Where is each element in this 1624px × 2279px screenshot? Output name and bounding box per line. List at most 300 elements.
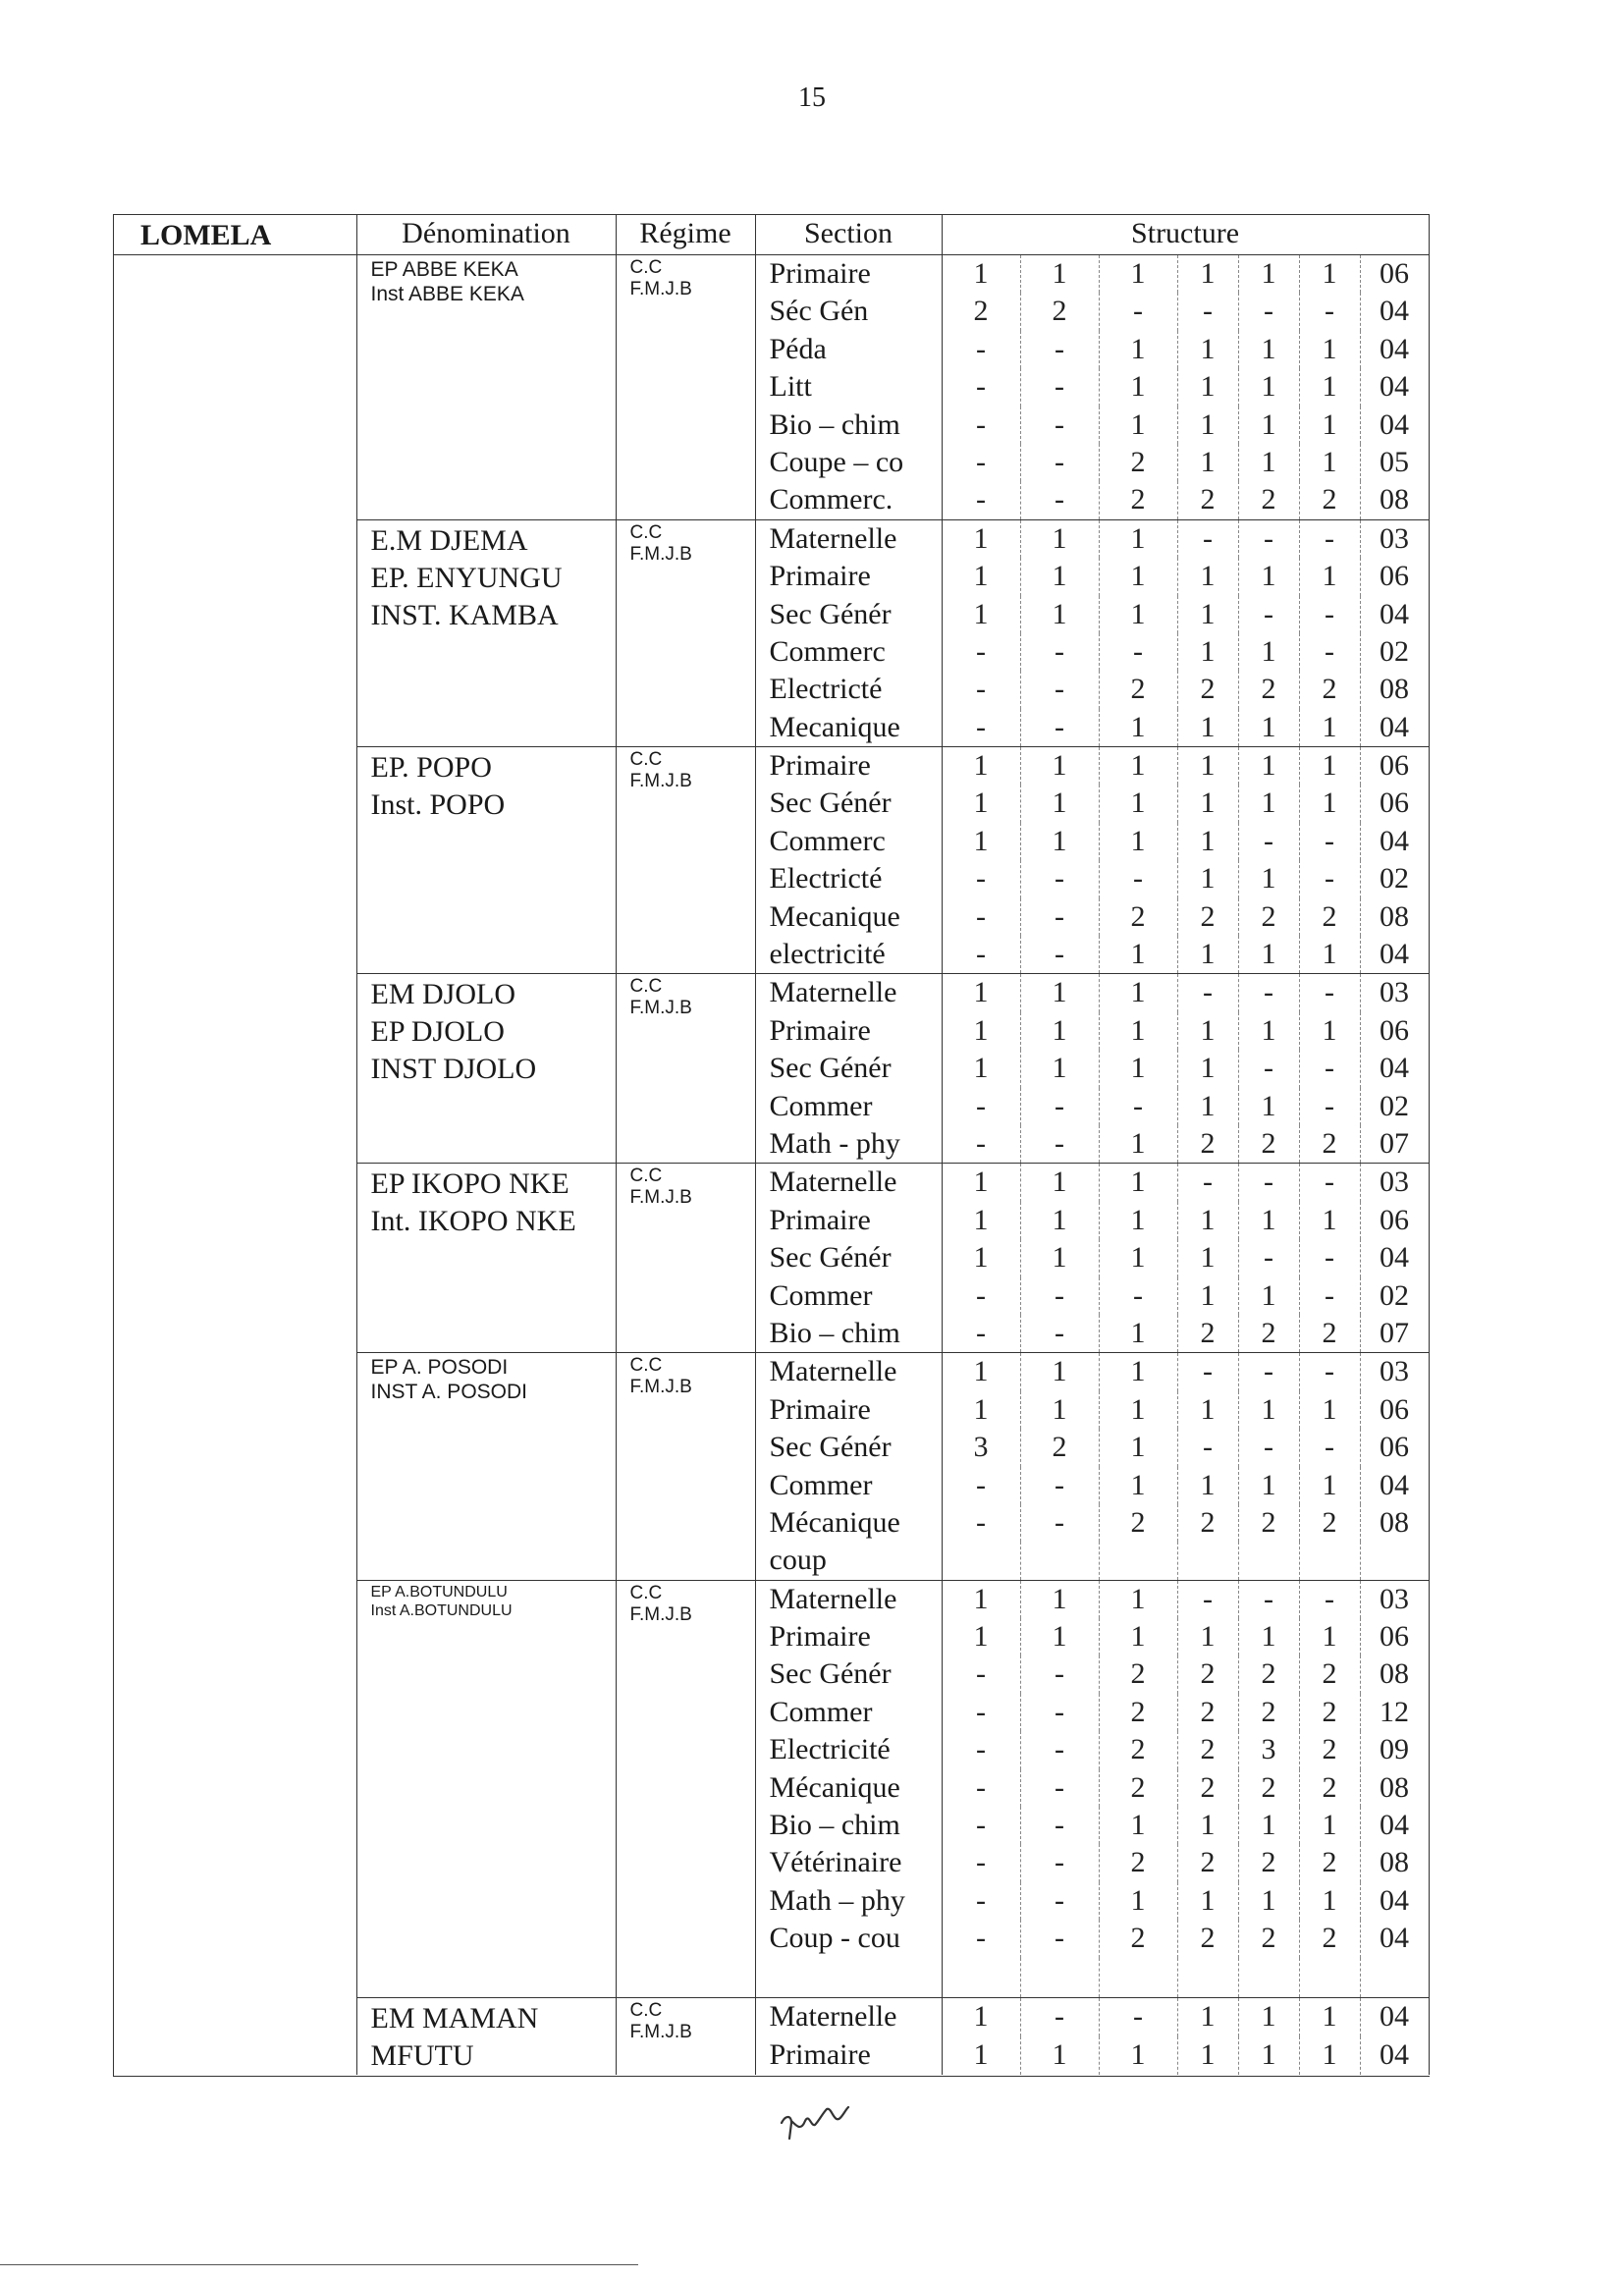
structure-total-cell: 06 [1360, 785, 1429, 822]
section-cell: Sec Génér [755, 1050, 942, 1087]
structure-total-cell: 06 [1360, 1012, 1429, 1050]
structure-value-cell [1020, 1542, 1099, 1580]
structure-total-cell: 04 [1360, 1467, 1429, 1504]
structure-value-cell: - [1020, 1997, 1099, 2036]
table-row [113, 1580, 1429, 1618]
section-cell: Péda [755, 331, 942, 368]
school-name: EP ABBE KEKA [370, 258, 518, 281]
school-name: INST DJOLO [370, 1053, 537, 1086]
structure-value-cell: - [1238, 974, 1299, 1012]
structure-value-cell: 1 [1238, 407, 1299, 444]
structure-value-cell: - [942, 936, 1020, 974]
structure-value-cell: - [1238, 519, 1299, 558]
structure-value-cell: - [942, 1655, 1020, 1693]
structure-value-cell: 2 [1099, 1504, 1177, 1542]
table-row [113, 1164, 1429, 1202]
school-denomination [356, 1580, 616, 1997]
structure-value-cell: 1 [1177, 1088, 1238, 1125]
structure-value-cell: - [1299, 633, 1360, 671]
structure-total-cell: 12 [1360, 1694, 1429, 1731]
structure-total-cell: 04 [1360, 936, 1429, 974]
structure-value-cell: 1 [1020, 1012, 1099, 1050]
structure-value-cell: - [1238, 1353, 1299, 1391]
structure-value-cell: 2 [1177, 1694, 1238, 1731]
structure-value-cell: - [1177, 519, 1238, 558]
scan-edge-line [0, 2264, 638, 2265]
structure-value-cell: 1 [1020, 596, 1099, 633]
structure-value-cell: 1 [1299, 1807, 1360, 1844]
structure-value-cell: 1 [1299, 1202, 1360, 1239]
structure-value-cell: - [1299, 974, 1360, 1012]
structure-value-cell: - [1099, 1997, 1177, 2036]
structure-value-cell: 1 [1177, 444, 1238, 481]
structure-total-cell: 08 [1360, 1844, 1429, 1881]
structure-value-cell: 1 [1099, 331, 1177, 368]
structure-value-cell: 1 [1238, 1807, 1299, 1844]
structure-value-cell: - [1299, 1164, 1360, 1202]
table-row [113, 974, 1429, 1012]
structure-value-cell: - [1020, 1694, 1099, 1731]
structure-value-cell: 1 [1177, 558, 1238, 595]
structure-value-cell: 1 [942, 1012, 1020, 1050]
structure-value-cell: 1 [942, 1202, 1020, 1239]
structure-total-cell: 04 [1360, 2036, 1429, 2075]
structure-total-cell: 04 [1360, 1807, 1429, 1844]
structure-value-cell: 2 [1299, 671, 1360, 708]
school-name: Inst ABBE KEKA [370, 283, 524, 305]
structure-value-cell: 1 [1099, 1202, 1177, 1239]
structure-value-cell: - [942, 1088, 1020, 1125]
structure-value-cell: - [942, 481, 1020, 519]
structure-value-cell: 1 [942, 1618, 1020, 1655]
structure-value-cell: 1 [1177, 1277, 1238, 1315]
school-regime [616, 255, 755, 520]
structure-value-cell: 2 [1177, 1504, 1238, 1542]
school-regime [616, 519, 755, 746]
structure-total-cell: 04 [1360, 1997, 1429, 2036]
structure-value-cell: 2 [1238, 481, 1299, 519]
structure-value-cell: 1 [1299, 1467, 1360, 1504]
section-cell: Commer [755, 1467, 942, 1504]
structure-value-cell: 2 [1299, 1731, 1360, 1768]
school-name: Inst. POPO [370, 788, 506, 822]
region-cell [113, 519, 356, 746]
structure-value-cell: - [1099, 1088, 1177, 1125]
section-cell: Sec Génér [755, 596, 942, 633]
section-cell: Commerc [755, 823, 942, 860]
structure-value-cell: - [942, 898, 1020, 936]
structure-value-cell: - [1238, 596, 1299, 633]
regime-line: F.M.J.B [629, 543, 692, 565]
region-cell [113, 255, 356, 520]
structure-value-cell: 1 [1099, 519, 1177, 558]
section-cell: Maternelle [755, 1580, 942, 1618]
structure-value-cell: - [1020, 1807, 1099, 1844]
structure-value-cell: 1 [1238, 1997, 1299, 2036]
section-cell: Maternelle [755, 974, 942, 1012]
structure-value-cell: 2 [1238, 1504, 1299, 1542]
structure-value-cell: 2 [1099, 1694, 1177, 1731]
section-cell: Electricté [755, 671, 942, 708]
section-cell: Primaire [755, 1202, 942, 1239]
structure-value-cell: 1 [1020, 558, 1099, 595]
structure-total-cell: 06 [1360, 1391, 1429, 1429]
structure-value-cell: 1 [1099, 407, 1177, 444]
table-header-row [113, 215, 1429, 255]
structure-total-cell: 07 [1360, 1125, 1429, 1164]
region-name: LOMELA [113, 215, 356, 255]
structure-value-cell: 1 [942, 974, 1020, 1012]
school-denomination [356, 974, 616, 1164]
structure-value-cell: 1 [1020, 823, 1099, 860]
structure-value-cell: 1 [1299, 444, 1360, 481]
structure-value-cell: 1 [1099, 1012, 1177, 1050]
structure-value-cell: 1 [1299, 1618, 1360, 1655]
structure-value-cell: 1 [1299, 558, 1360, 595]
header-section: Section [755, 215, 942, 255]
structure-value-cell: - [1020, 1125, 1099, 1164]
structure-value-cell: 1 [1099, 255, 1177, 294]
school-name: EP DJOLO [370, 1015, 505, 1049]
school-regime [616, 974, 755, 1164]
section-cell: Mecanique [755, 709, 942, 747]
structure-total-cell: 09 [1360, 1731, 1429, 1768]
structure-total-cell: 02 [1360, 860, 1429, 897]
section-cell: Commer [755, 1088, 942, 1125]
school-regime [616, 1164, 755, 1353]
structure-value-cell: 1 [1099, 785, 1177, 822]
school-name: Int. IKOPO NKE [370, 1205, 576, 1238]
structure-value-cell: 1 [1020, 1239, 1099, 1276]
section-cell: Primaire [755, 2036, 942, 2075]
structure-value-cell: 1 [1238, 633, 1299, 671]
structure-value-cell: - [1099, 293, 1177, 330]
structure-total-cell: 04 [1360, 823, 1429, 860]
structure-total-cell: 04 [1360, 1882, 1429, 1920]
structure-value-cell: 3 [942, 1429, 1020, 1466]
structure-total-cell: 03 [1360, 1580, 1429, 1618]
structure-value-cell: 2 [1238, 1844, 1299, 1881]
structure-value-cell: 1 [1299, 1882, 1360, 1920]
section-cell: Electricité [755, 1731, 942, 1768]
structure-value-cell: - [1020, 936, 1099, 974]
structure-value-cell [1299, 1542, 1360, 1580]
region-cell [113, 747, 356, 974]
structure-value-cell: - [942, 444, 1020, 481]
structure-total-cell: 02 [1360, 1088, 1429, 1125]
regime-line: C.C [629, 1999, 663, 2021]
structure-value-cell: 2 [1099, 481, 1177, 519]
structure-value-cell: 1 [1238, 444, 1299, 481]
structure-value-cell: 1 [1177, 1882, 1238, 1920]
structure-value-cell: 1 [1099, 1353, 1177, 1391]
structure-value-cell: 2 [1299, 1920, 1360, 1957]
structure-value-cell: - [1099, 860, 1177, 897]
structure-value-cell: 2 [1299, 1694, 1360, 1731]
section-cell: Mecanique [755, 898, 942, 936]
section-cell: Sec Génér [755, 1429, 942, 1466]
structure-value-cell: 1 [1099, 823, 1177, 860]
region-cell [113, 974, 356, 1164]
structure-value-cell: 2 [1177, 481, 1238, 519]
structure-value-cell: - [1177, 1353, 1238, 1391]
structure-total-cell: 04 [1360, 1239, 1429, 1276]
structure-total-cell: 04 [1360, 368, 1429, 406]
section-cell: Electricté [755, 860, 942, 897]
header-structure: Structure [942, 215, 1429, 255]
structure-value-cell: - [942, 1694, 1020, 1731]
structure-value-cell: 1 [1177, 633, 1238, 671]
structure-total-cell: 04 [1360, 709, 1429, 747]
structure-value-cell: 1 [942, 1997, 1020, 2036]
structure-value-cell: 1 [1238, 1012, 1299, 1050]
structure-value-cell: 1 [942, 1239, 1020, 1276]
school-name: EM MAMAN [370, 2001, 539, 2035]
structure-value-cell: 1 [1177, 860, 1238, 897]
structure-value-cell: 1 [1099, 558, 1177, 595]
structure-value-cell: - [1238, 1580, 1299, 1618]
structure-value-cell: 1 [1177, 1202, 1238, 1239]
section-cell: Commerc. [755, 481, 942, 519]
school-name: Inst A.BOTUNDULU [370, 1601, 513, 1619]
structure-value-cell: - [1099, 1277, 1177, 1315]
structure-value-cell: 1 [1020, 1202, 1099, 1239]
structure-value-cell: - [942, 1920, 1020, 1957]
structure-value-cell: 1 [1020, 974, 1099, 1012]
section-cell: Maternelle [755, 519, 942, 558]
structure-value-cell: 1 [1099, 1467, 1177, 1504]
regime-line: C.C [629, 521, 663, 543]
section-cell: Maternelle [755, 1997, 942, 2036]
school-name: EP A. POSODI [370, 1356, 509, 1380]
section-cell: Primaire [755, 558, 942, 595]
structure-value-cell: - [1020, 1088, 1099, 1125]
structure-value-cell: 1 [1177, 407, 1238, 444]
structure-value-cell: 1 [1099, 1125, 1177, 1164]
structure-value-cell: - [1020, 1731, 1099, 1768]
structure-value-cell: - [1020, 481, 1099, 519]
structure-value-cell: 1 [1238, 860, 1299, 897]
structure-value-cell: 1 [1099, 709, 1177, 747]
structure-total-cell: 08 [1360, 1655, 1429, 1693]
structure-value-cell: 2 [1238, 671, 1299, 708]
structure-value-cell: 1 [1177, 709, 1238, 747]
structure-total-cell: 06 [1360, 1202, 1429, 1239]
structure-value-cell: - [942, 1467, 1020, 1504]
structure-value-cell: 1 [1020, 1391, 1099, 1429]
structure-value-cell: 2 [1099, 1844, 1177, 1881]
section-cell: Math – phy [755, 1882, 942, 1920]
structure-value-cell: 1 [1020, 2036, 1099, 2075]
structure-value-cell: 2 [1177, 1731, 1238, 1768]
structure-value-cell [1099, 1958, 1177, 1998]
structure-value-cell: 1 [1238, 709, 1299, 747]
structure-value-cell: 1 [1177, 747, 1238, 786]
structure-value-cell: 1 [1177, 823, 1238, 860]
structure-value-cell: - [1020, 1277, 1099, 1315]
structure-value-cell: - [1020, 1769, 1099, 1807]
structure-total-cell: 03 [1360, 1353, 1429, 1391]
structure-value-cell: 2 [1238, 1694, 1299, 1731]
section-cell: Bio – chim [755, 407, 942, 444]
structure-value-cell: 1 [1299, 2036, 1360, 2075]
school-name: EP IKOPO NKE [370, 1167, 569, 1201]
structure-total-cell: 03 [1360, 974, 1429, 1012]
structure-value-cell: 1 [1020, 1050, 1099, 1087]
school-denomination [356, 519, 616, 746]
regime-line: F.M.J.B [629, 2021, 692, 2042]
structure-value-cell: 1 [1238, 1882, 1299, 1920]
structure-value-cell: 1 [1020, 1618, 1099, 1655]
structure-value-cell [1177, 1958, 1238, 1998]
structure-value-cell: 1 [1299, 785, 1360, 822]
structure-value-cell: 1 [1177, 1807, 1238, 1844]
structure-total-cell: 08 [1360, 1504, 1429, 1542]
structure-value-cell: 1 [1099, 1239, 1177, 1276]
structure-value-cell: 1 [1020, 255, 1099, 294]
structure-value-cell: - [942, 860, 1020, 897]
structure-value-cell: 2 [1177, 671, 1238, 708]
structure-value-cell: 2 [1099, 444, 1177, 481]
school-name: INST A. POSODI [370, 1381, 527, 1404]
structure-value-cell: 1 [1020, 519, 1099, 558]
structure-value-cell: - [1299, 1088, 1360, 1125]
structure-total-cell: 03 [1360, 519, 1429, 558]
structure-value-cell: 1 [1099, 747, 1177, 786]
structure-value-cell: 2 [1099, 1769, 1177, 1807]
structure-value-cell: - [942, 709, 1020, 747]
header-regime: Régime [616, 215, 755, 255]
structure-value-cell [942, 1958, 1020, 1998]
structure-value-cell: 1 [1177, 331, 1238, 368]
section-cell: Bio – chim [755, 1807, 942, 1844]
section-cell: Commer [755, 1277, 942, 1315]
structure-value-cell: 1 [1238, 255, 1299, 294]
structure-value-cell: - [1177, 974, 1238, 1012]
structure-value-cell: - [1020, 1467, 1099, 1504]
structure-value-cell: - [1020, 709, 1099, 747]
structure-value-cell: 1 [1238, 2036, 1299, 2075]
structure-value-cell: 1 [1177, 785, 1238, 822]
structure-value-cell: 1 [942, 2036, 1020, 2075]
structure-value-cell: 2 [1299, 898, 1360, 936]
table-row [113, 747, 1429, 786]
section-cell [755, 1958, 942, 1998]
structure-value-cell: 2 [1299, 1655, 1360, 1693]
structure-value-cell: 1 [1177, 1050, 1238, 1087]
structure-value-cell: - [1020, 1315, 1099, 1353]
structure-value-cell: 1 [942, 1391, 1020, 1429]
structure-value-cell: - [1020, 633, 1099, 671]
structure-total-cell: 08 [1360, 481, 1429, 519]
table-row [113, 1353, 1429, 1391]
school-denomination [356, 1997, 616, 2075]
structure-value-cell: - [1238, 1164, 1299, 1202]
structure-value-cell: - [1177, 1429, 1238, 1466]
structure-total-cell: 03 [1360, 1164, 1429, 1202]
structure-total-cell [1360, 1542, 1429, 1580]
structure-value-cell: 1 [1238, 1277, 1299, 1315]
structure-value-cell: - [942, 633, 1020, 671]
structure-value-cell: - [1020, 331, 1099, 368]
structure-value-cell: 1 [942, 596, 1020, 633]
structure-value-cell: 1 [1238, 368, 1299, 406]
structure-value-cell: - [1299, 1239, 1360, 1276]
structure-value-cell: - [1177, 1580, 1238, 1618]
structure-total-cell: 06 [1360, 255, 1429, 294]
structure-total-cell: 02 [1360, 1277, 1429, 1315]
page-number: 15 [798, 82, 826, 113]
structure-value-cell: 1 [1020, 785, 1099, 822]
table-row [113, 519, 1429, 558]
structure-value-cell: 1 [1238, 1088, 1299, 1125]
structure-value-cell: - [942, 1277, 1020, 1315]
structure-value-cell: 1 [1099, 1315, 1177, 1353]
structure-value-cell: 1 [1099, 974, 1177, 1012]
structure-value-cell: - [1299, 1580, 1360, 1618]
structure-value-cell: 1 [1299, 1997, 1360, 2036]
structure-value-cell: - [1238, 1050, 1299, 1087]
school-regime [616, 1353, 755, 1580]
structure-value-cell: 1 [942, 785, 1020, 822]
handwritten-signature [776, 2091, 893, 2150]
structure-value-cell: 1 [1238, 1618, 1299, 1655]
structure-value-cell: - [942, 1882, 1020, 1920]
structure-value-cell: 1 [1099, 1807, 1177, 1844]
structure-total-cell: 04 [1360, 1920, 1429, 1957]
structure-value-cell: 2 [1177, 1844, 1238, 1881]
structure-value-cell: 1 [1020, 747, 1099, 786]
structure-value-cell: 1 [1020, 1353, 1099, 1391]
section-cell: Primaire [755, 747, 942, 786]
structure-value-cell: 1 [1299, 936, 1360, 974]
structure-value-cell: 2 [1299, 1315, 1360, 1353]
structure-value-cell: 2 [1299, 481, 1360, 519]
structure-value-cell: 2 [1099, 1731, 1177, 1768]
structure-value-cell: 1 [942, 1353, 1020, 1391]
structure-value-cell: - [1020, 1655, 1099, 1693]
regime-line: F.M.J.B [629, 1187, 692, 1209]
structure-value-cell [1020, 1958, 1099, 1998]
structure-value-cell: 1 [1020, 1580, 1099, 1618]
structure-value-cell: 2 [1099, 1920, 1177, 1957]
structure-value-cell: 1 [1099, 1050, 1177, 1087]
structure-value-cell [1299, 1958, 1360, 1998]
structure-value-cell: - [1299, 860, 1360, 897]
structure-value-cell: 1 [1177, 1239, 1238, 1276]
school-regime [616, 1580, 755, 1997]
table-row [113, 255, 1429, 294]
structure-value-cell: 1 [1099, 368, 1177, 406]
structure-value-cell: 1 [1238, 1202, 1299, 1239]
school-denomination [356, 1164, 616, 1353]
structure-value-cell: 1 [942, 255, 1020, 294]
structure-value-cell: 1 [1099, 1882, 1177, 1920]
structure-total-cell: 02 [1360, 633, 1429, 671]
section-cell: Sec Génér [755, 1239, 942, 1276]
structure-value-cell: - [942, 1731, 1020, 1768]
structure-value-cell: - [1020, 1882, 1099, 1920]
section-cell: Primaire [755, 1012, 942, 1050]
structure-value-cell [1099, 1542, 1177, 1580]
structure-total-cell: 07 [1360, 1315, 1429, 1353]
structure-value-cell: 2 [1177, 898, 1238, 936]
structure-value-cell: 2 [1177, 1125, 1238, 1164]
structure-value-cell: - [1238, 823, 1299, 860]
structure-value-cell: 2 [1238, 1125, 1299, 1164]
region-cell [113, 1164, 356, 1353]
structure-value-cell: 2 [1020, 293, 1099, 330]
